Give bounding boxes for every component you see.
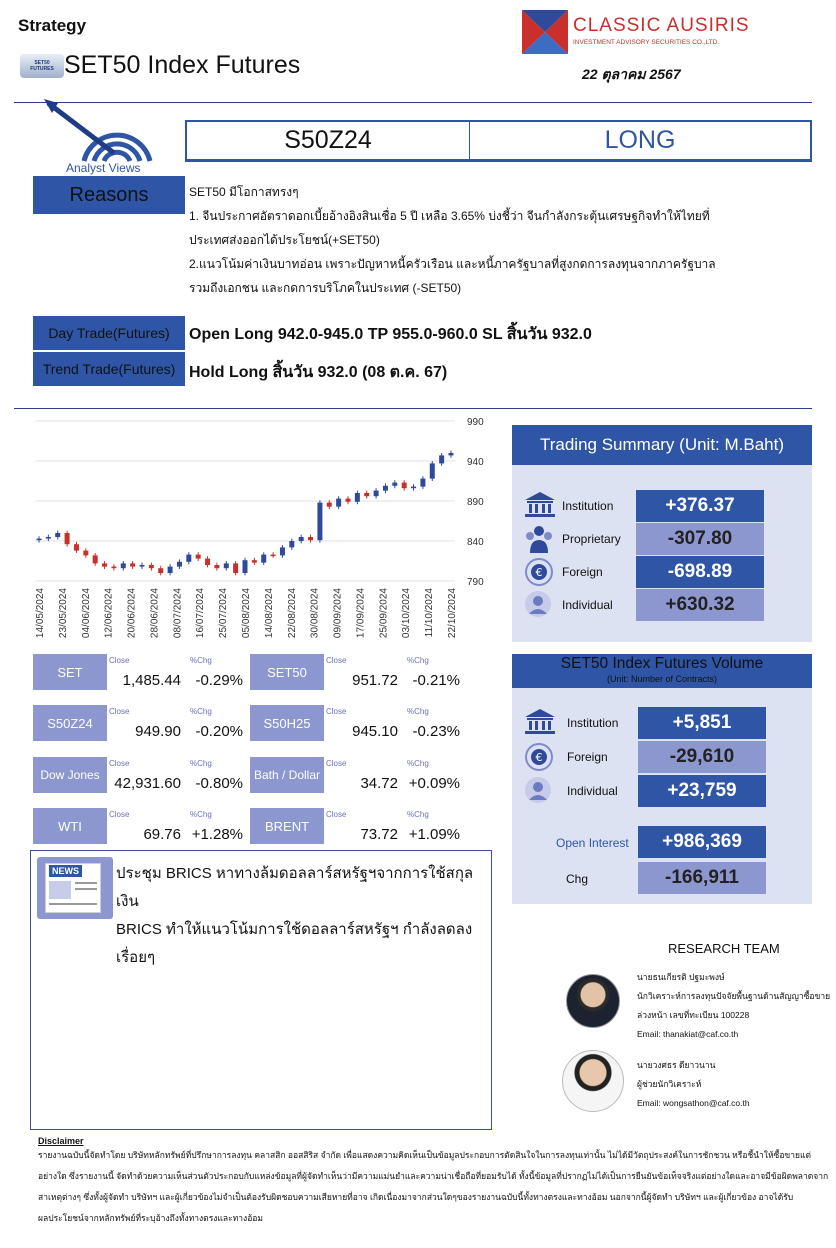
- candle-body: [411, 487, 416, 489]
- candle-body: [37, 539, 42, 541]
- disclaimer-line: รายงานฉบับนี้จัดทำโดย บริษัทหลักทรัพย์ที่ปรึกษาการลงทุน คลาสสิก ออสสิริส จำกัด เพื่อแสดงความคิดเห็นเป็นข้อมูลประกอบการตัดสินใจในการลงทุนเท่านั้น ไม่ได้มีวัตถุประสงค์ในการชักชวน หรือชี้นำให้ซื้อขายแต่: [38, 1150, 811, 1160]
- futures-volume-title: SET50 Index Futures Volume: [560, 655, 764, 672]
- x-tick-label: 20/06/2024: [126, 588, 138, 639]
- row-label: Proprietary: [562, 532, 621, 546]
- quote-name: Bath / Dollar: [250, 757, 324, 793]
- globe-money-icon: [524, 742, 554, 777]
- news-icon: [37, 857, 113, 919]
- row-value: +630.32: [636, 589, 764, 621]
- set50-futures-logo: [20, 54, 64, 78]
- quote-chg-label: %Chg: [190, 707, 212, 716]
- quote-close-label: Close: [109, 656, 130, 665]
- trend-trade-label: Trend Trade(Futures): [33, 352, 185, 386]
- x-tick-label: 05/08/2024: [241, 588, 252, 639]
- candle-body: [280, 547, 285, 555]
- day-trade-text: Open Long 942.0-945.0 TP 955.0-960.0 SL สิ้นวัน 932.0: [189, 326, 592, 343]
- candle-body: [420, 479, 425, 487]
- classic-ausiris-logo-icon: [522, 10, 568, 54]
- candle-body: [93, 555, 98, 563]
- x-tick-label: 09/09/2024: [332, 588, 344, 639]
- row-label: Foreign: [562, 565, 603, 579]
- candle-body: [299, 537, 304, 541]
- globe-money-icon: [524, 557, 554, 592]
- quote-chg-value: -0.29%: [195, 672, 243, 689]
- quote-close-label: Close: [109, 707, 130, 716]
- candle-body: [355, 493, 360, 502]
- analyst-email: Email: thanakiat@caf.co.th: [637, 1029, 739, 1039]
- brand-subtitle: INVESTMENT ADVISORY SECURITIES CO.,LTD.: [573, 39, 720, 46]
- reason-line: ประเทศส่งออกได้ประโยชน์(+SET50): [189, 233, 380, 247]
- reason-line: 2.แนวโน้มค่าเงินบาทอ่อน เพราะปัญหาหนี้ครัวเรือน และหนี้ภาครัฐบาลที่สูงกดการลงทุนจากภาครัฐบาล: [189, 257, 716, 271]
- news-line: เรื่อยๆ: [116, 949, 156, 966]
- row-label: Individual: [562, 598, 613, 612]
- candle-body: [149, 565, 154, 568]
- person-icon: [524, 776, 552, 809]
- disclaimer-text: [38, 1145, 828, 1229]
- reason-line: รวมถึงเอกชน และกดการบริโภคในประเทศ (-SET50): [189, 281, 462, 295]
- x-tick-label: 12/06/2024: [103, 588, 115, 639]
- candle-body: [402, 483, 407, 489]
- quote-chg-label: %Chg: [407, 759, 429, 768]
- row-value: -698.89: [636, 556, 764, 588]
- group-icon: [524, 524, 554, 559]
- candle-body: [383, 486, 388, 491]
- chg-label: Chg: [566, 872, 589, 886]
- candle-body: [289, 541, 294, 547]
- svg-text:€: €: [535, 751, 543, 764]
- candle-body: [439, 455, 444, 463]
- candle-body: [130, 563, 135, 566]
- x-tick-label: 11/10/2024: [424, 588, 436, 638]
- quote-close-value: 949.90: [135, 723, 181, 740]
- candle-body: [243, 560, 248, 573]
- x-tick-label: 23/05/2024: [57, 588, 69, 639]
- candle-body: [186, 555, 191, 562]
- strategy-label: Strategy: [18, 16, 87, 35]
- candle-body: [327, 503, 332, 507]
- row-value: -29,610: [638, 741, 766, 773]
- row-label: Individual: [567, 784, 618, 798]
- candle-body: [261, 555, 266, 563]
- disclaimer-line: สาเหตุต่างๆ ซึ่งทั้งผู้จัดทำ บริษัทฯ และผู้เกี่ยวข้องไม่จำเป็นต้องรับผิดชอบความเสียหายที่อาจ เกิดเนื่องมาจากส่วนใดๆของรายงานฉบับนี้ทั้งทางตรงและทางอ้อม นอกจากนี้ผู้จัดทำ บริษัทฯ และผู้เกี่ยวข้อง อาจได้รับ: [38, 1192, 794, 1202]
- quote-chg-label: %Chg: [407, 707, 429, 716]
- x-tick-label: 22/10/2024: [447, 588, 458, 639]
- quote-close-value: 69.76: [143, 826, 181, 843]
- analyst-views-label: Analyst Views: [66, 161, 141, 175]
- candle-body: [140, 565, 145, 567]
- x-tick-label: 25/09/2024: [378, 588, 390, 639]
- quote-chg-value: -0.20%: [195, 723, 243, 740]
- quote-close-value: 73.72: [360, 826, 398, 843]
- quote-close-value: 951.72: [352, 672, 398, 689]
- candle-body: [55, 533, 60, 537]
- report-date: 22 ตุลาคม 2567: [582, 66, 681, 82]
- quote-chg-value: -0.23%: [412, 723, 460, 740]
- x-tick-label: 28/06/2024: [149, 588, 161, 639]
- brand-name: CLASSIC AUSIRIS: [573, 15, 750, 36]
- candle-body: [374, 491, 379, 497]
- candle-body: [392, 483, 397, 486]
- x-tick-label: 14/05/2024: [35, 588, 46, 639]
- quote-name: S50Z24: [33, 705, 107, 741]
- quote-name: S50H25: [250, 705, 324, 741]
- candle-body: [196, 555, 201, 559]
- quote-name: Dow Jones: [33, 757, 107, 793]
- news-icon-text: NEWS: [49, 865, 82, 877]
- quote-chg-value: -0.21%: [412, 672, 460, 689]
- candle-body: [111, 567, 116, 569]
- y-tick-label: 840: [467, 537, 484, 548]
- x-tick-label: 25/07/2024: [218, 588, 230, 639]
- row-value: -307.80: [636, 523, 764, 555]
- set50-candlestick-chart: [30, 412, 500, 652]
- building-icon: [524, 491, 556, 522]
- futures-volume-subtitle: (Unit: Number of Contracts): [606, 674, 718, 684]
- disclaimer-line: อย่างใด ซึ่งรายงานนี้ จัดทำด้วยความเห็นส่วนตัวประกอบกับแหล่งข้อมูลที่ผู้จัดทำเห็นว่ามีความแม่นยำและความน่าเชื่อถือที่ยอมรับได้ ทั้งนี้ข้อมูลที่ปรากฏไม่ได้เป็นการยืนยันข้อเท็จจริงแต่อย่างใดและอาจมีข้อผิดพลาดจาก: [38, 1171, 828, 1181]
- candle-body: [74, 544, 79, 550]
- logo-badge-text: SET50 FUTURES: [30, 60, 54, 72]
- reason-line: 1. จีนประกาศอัตราดอกเบี้ยอ้างอิงสินเชื่อ 5 ปี เหลือ 3.65% บ่งชี้ว่า จีนกำลังกระตุ้นเศรษฐกิจทำให้ไทยที่: [189, 209, 710, 223]
- quote-chg-label: %Chg: [407, 656, 429, 665]
- x-tick-label: 17/09/2024: [355, 588, 367, 639]
- quote-chg-value: +0.09%: [408, 775, 460, 792]
- quote-chg-value: +1.09%: [408, 826, 460, 843]
- building-icon: [524, 708, 556, 739]
- candle-body: [158, 568, 163, 573]
- row-label: Institution: [567, 716, 619, 730]
- quote-chg-label: %Chg: [407, 810, 429, 819]
- open-interest-label: Open Interest: [556, 836, 629, 850]
- trend-trade-text: Hold Long สิ้นวัน 932.0 (08 ต.ค. 67): [189, 364, 448, 381]
- analyst-role: นักวิเคราะห์การลงทุนปัจจัยพื้นฐานด้านสัญญาซื้อขาย: [637, 991, 831, 1001]
- candle-body: [364, 493, 369, 496]
- candle-body: [224, 563, 229, 568]
- candle-body: [168, 567, 173, 573]
- day-trade-label: Day Trade(Futures): [33, 316, 185, 350]
- x-tick-label: 03/10/2024: [401, 588, 413, 639]
- signal-divider: [185, 161, 812, 162]
- candle-body: [449, 453, 454, 455]
- candle-body: [83, 551, 88, 556]
- row-value: +5,851: [638, 707, 766, 739]
- analyst-info-2: [637, 1056, 750, 1113]
- x-tick-label: 14/08/2024: [263, 588, 275, 639]
- candle-body: [252, 560, 257, 562]
- reason-line: SET50 มีโอกาสทรงๆ: [189, 185, 299, 199]
- x-tick-label: 16/07/2024: [195, 588, 207, 639]
- quote-chg-value: +1.28%: [191, 826, 243, 843]
- quote-chg-label: %Chg: [190, 759, 212, 768]
- y-tick-label: 940: [467, 457, 484, 468]
- analyst-role: ผู้ช่วยนักวิเคราะห์: [637, 1079, 702, 1089]
- row-label: Institution: [562, 499, 614, 513]
- candle-body: [317, 503, 322, 541]
- news-text: [116, 860, 488, 972]
- page-title: SET50 Index Futures: [64, 51, 301, 79]
- candle-body: [121, 563, 126, 568]
- y-tick-label: 990: [467, 417, 484, 428]
- candle-body: [65, 533, 70, 544]
- candle-body: [46, 537, 51, 539]
- news-line: ประชุม BRICS หาทางล้มดอลลาร์สหรัฐฯจากการใช้สกุลเงิน: [116, 865, 474, 910]
- y-tick-label: 890: [467, 497, 484, 508]
- signal-box: [185, 120, 812, 161]
- y-tick-label: 790: [467, 577, 484, 588]
- candle-body: [102, 563, 107, 566]
- person-icon: [524, 590, 552, 623]
- candle-body: [214, 565, 219, 568]
- analyst-name: นายวงศธร ดียาวนาน: [637, 1060, 716, 1070]
- signal-position: LONG: [604, 126, 676, 154]
- analyst-photo-1: [566, 974, 620, 1028]
- candle-body: [308, 537, 313, 540]
- candle-body: [233, 563, 238, 573]
- x-tick-label: 22/08/2024: [286, 588, 298, 639]
- candle-body: [205, 559, 210, 565]
- x-tick-label: 08/07/2024: [172, 588, 184, 639]
- news-line: BRICS ทำให้แนวโน้มการใช้ดอลลาร์สหรัฐฯ กำลังลดลง: [116, 921, 473, 938]
- quote-close-value: 42,931.60: [114, 775, 181, 792]
- candle-body: [177, 562, 182, 567]
- x-tick-label: 04/06/2024: [80, 588, 92, 639]
- candle-body: [271, 555, 276, 557]
- analyst-name: นายธนเกียรติ ปฐมะพงษ์: [637, 972, 725, 982]
- quote-close-label: Close: [326, 656, 347, 665]
- quote-chg-value: -0.80%: [195, 775, 243, 792]
- quote-close-value: 945.10: [352, 723, 398, 740]
- x-tick-label: 30/08/2024: [309, 588, 321, 639]
- svg-text:€: €: [535, 566, 543, 579]
- quote-close-label: Close: [109, 810, 130, 819]
- candle-body: [336, 499, 341, 507]
- disclaimer-line: ผลประโยชน์จากหลักทรัพย์ที่ระบุอ้างถึงทั้งทางตรงและทางอ้อม: [38, 1213, 264, 1223]
- disclaimer-title: Disclaimer: [38, 1136, 84, 1146]
- quote-close-label: Close: [326, 759, 347, 768]
- trading-summary-title: Trading Summary (Unit: M.Baht): [512, 425, 812, 465]
- quote-close-value: 1,485.44: [122, 672, 181, 689]
- research-team-title: RESEARCH TEAM: [668, 941, 780, 956]
- reasons-text: [189, 180, 809, 300]
- quote-close-value: 34.72: [360, 775, 398, 792]
- quote-chg-label: %Chg: [190, 810, 212, 819]
- row-label: Foreign: [567, 750, 608, 764]
- reasons-label: Reasons: [33, 176, 185, 214]
- signal-symbol: S50Z24: [187, 122, 470, 159]
- chg-value: -166,911: [638, 862, 766, 894]
- analyst-email: Email: wongsathon@caf.co.th: [637, 1098, 750, 1108]
- quote-close-label: Close: [326, 707, 347, 716]
- row-value: +23,759: [638, 775, 766, 807]
- quote-close-label: Close: [109, 759, 130, 768]
- target-arrow-icon: [36, 99, 156, 163]
- quote-name: BRENT: [250, 808, 324, 844]
- quote-name: SET: [33, 654, 107, 690]
- candle-body: [346, 499, 351, 502]
- quote-name: WTI: [33, 808, 107, 844]
- analyst-info-1: [637, 968, 830, 1044]
- quote-chg-label: %Chg: [190, 656, 212, 665]
- analyst-photo-2: [562, 1050, 624, 1112]
- open-interest-value: +986,369: [638, 826, 766, 858]
- analyst-role-2: ล่วงหน้า เลขที่ทะเบียน 100228: [637, 1010, 750, 1020]
- quote-name: SET50: [250, 654, 324, 690]
- candle-body: [430, 463, 435, 478]
- quote-close-label: Close: [326, 810, 347, 819]
- row-value: +376.37: [636, 490, 764, 522]
- section-divider: [14, 408, 812, 409]
